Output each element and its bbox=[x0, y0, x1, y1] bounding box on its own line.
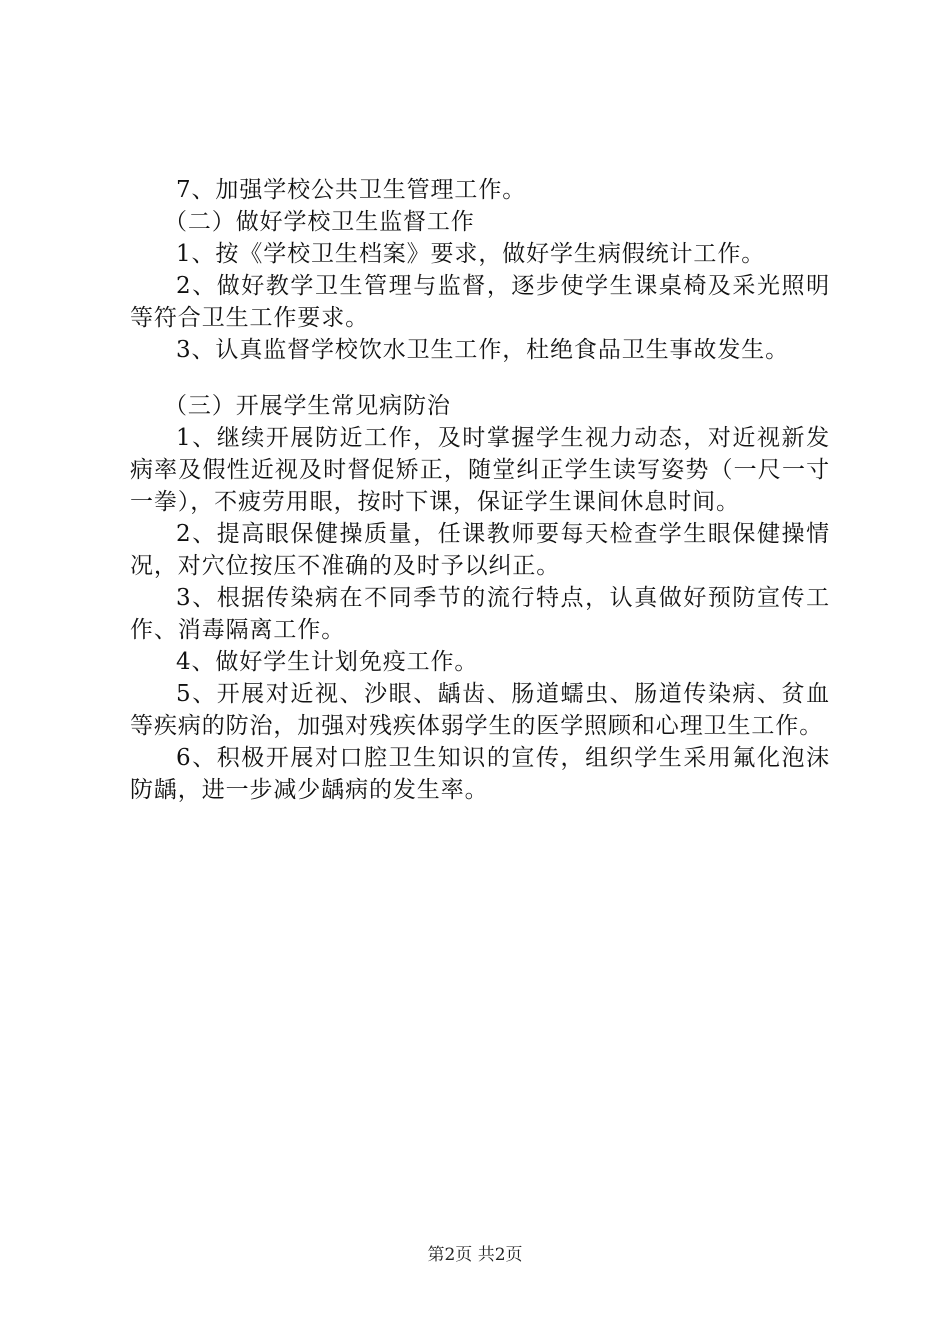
paragraph-infectious-disease: 3、根据传染病在不同季节的流行特点，认真做好预防宣传工作、消毒隔离工作。 bbox=[130, 585, 830, 643]
page-footer: 第2页 共2页 bbox=[427, 1245, 523, 1265]
paragraph-disease-control: 5、开展对近视、沙眼、龋齿、肠道蠕虫、肠道传染病、贫血等疾病的防治，加强对残疾体弱学生的医学照顾和心理卫生工作。 bbox=[130, 681, 830, 739]
paragraph-gap bbox=[130, 366, 830, 390]
paragraph-sick-leave: 1、按《学校卫生档案》要求，做好学生病假统计工作。 bbox=[176, 241, 766, 267]
paragraph-immunization: 4、做好学生计划免疫工作。 bbox=[176, 649, 479, 675]
paragraph-water-hygiene: 3、认真监督学校饮水卫生工作，杜绝食品卫生事故发生。 bbox=[176, 337, 790, 363]
section-heading-3: （三）开展学生常见病防治 bbox=[164, 393, 451, 419]
paragraph-eye-exercises: 2、提高眼保健操质量，任课教师要每天检查学生眼保健操情况，对穴位按压不准确的及时予以纠正。 bbox=[130, 521, 830, 579]
paragraph-myopia-prevention: 1、继续开展防近工作，及时掌握学生视力动态，对近视新发病率及假性近视及时督促矫正，随堂纠正学生读写姿势（一尺一寸一拳），不疲劳用眼，按时下课，保证学生课间休息时间。 bbox=[130, 425, 830, 515]
paragraph-teaching-hygiene: 2、做好教学卫生管理与监督，逐步使学生课桌椅及采光照明等符合卫生工作要求。 bbox=[130, 273, 830, 331]
section-heading-2: （二）做好学校卫生监督工作 bbox=[164, 209, 475, 235]
paragraph-item-7: 7、加强学校公共卫生管理工作。 bbox=[176, 177, 527, 203]
document-body bbox=[130, 174, 830, 806]
paragraph-oral-hygiene: 6、积极开展对口腔卫生知识的宣传，组织学生采用氟化泡沫防龋，进一步减少龋病的发生率。 bbox=[130, 745, 830, 803]
